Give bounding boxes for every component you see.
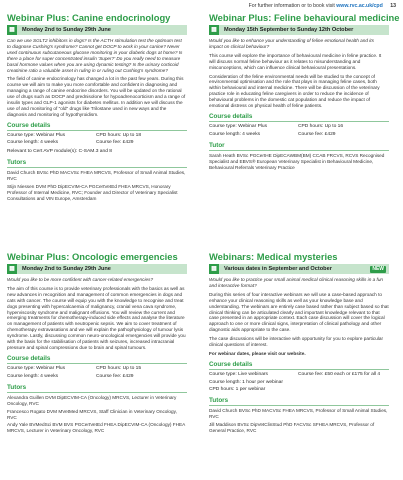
course-fee: Course fee: £429 [298, 131, 336, 137]
calendar-icon: ▦ [209, 25, 219, 35]
course-details [7, 366, 187, 380]
tutor-entry: Sarah Heath BVSc PGCertHE DipECAWBM(BM) CCAB FRCVS, RCVS Recognised Specialist and EBVS® European Veterinary Specialist in Behavioural Medicine, Behavioural Referrals Veterinary Practice [209, 152, 385, 170]
course-date: Monday 15th September to Sunday 12th October [224, 27, 354, 33]
cpd-hours: CPD hours: Up to 15 [96, 365, 142, 371]
intro-text: Would you like to enhance your understanding of feline emotional health and its impact on clinical behaviour? [209, 38, 374, 49]
tutor-entry: David Church BVSc PhD MACVSc FHEA MRCVS, Professor of Small Animal Studies, RVC [7, 169, 186, 181]
date-bar [7, 25, 187, 35]
calendar-icon: ▦ [7, 264, 17, 274]
dates-note: For webinar dates, please visit our website. [209, 350, 306, 356]
course-type: Course type: Webinar Plus [7, 365, 66, 371]
course-length: Course length: 4 weeks [7, 373, 59, 379]
intro-text: Would you like to practice your small animal medical clinical reasoning skills in a fun and interactive format? [209, 277, 384, 288]
course-length: Course length: 4 weeks [7, 140, 59, 146]
course-fee: Course fee: £429 [96, 373, 134, 379]
header-text: For further information or to book visit [248, 3, 335, 9]
course-details-heading: Course details [7, 122, 187, 131]
description-text: This course will explore the importance of behavioural medicine in feline practice. It will discuss normal feline behaviour as it relates to misunderstanding and misconceptions, which can influence clinical behavioural presentations. [209, 52, 382, 70]
course-date: Various dates in September and October [224, 266, 332, 272]
course-type: Course type: Webinar Plus [7, 132, 66, 138]
tutor-entry: Francesco Rogato DVM MVetMed MRCVS, Staff Clinician in Veterinary Oncology, RVC [7, 408, 177, 420]
section-title: Webinar Plus: Feline behavioural medicine [209, 12, 400, 23]
course-length: Course length: 4 weeks [209, 131, 261, 137]
new-badge: NEW [372, 265, 384, 272]
tutors-heading: Tutors [7, 159, 187, 168]
calendar-icon: ▦ [209, 264, 219, 274]
intro-text: Can we use SGLT2 inhibitors in dogs? Is the ACTH stimulation test the optimum test to diagnose Cushing's syndrome? Cannot get DOCP to work in your canine? Never used continuous subcutaneous glucose monitoring in your diabetic dogs at home? Is there a place for super concentrated insulin 'Super?' Do you really need to measure basal hormone values when you are using dynamic testing? Is the urinary corticoid creatinine ratio a valuable asset in ruling in or ruling out Cushing's syndrome? [7, 38, 183, 73]
cpd-hours: CPD hours: Up to 16 [298, 123, 344, 129]
section-title: Webinars: Medical mysteries [209, 251, 338, 262]
date-bar [209, 25, 389, 35]
description-text: The field of canine endocrinology has changed a lot in the past few years. During this course we will aim to make you more comfortable and confident in diagnosing and managing a range of canine endocrine disorders. You will be updated on the rational use of drugs such as DOCP and prednisolone for hypoadrenocorticism and a range of insulin types and GLP-1 agonists for diabetes mellitus. In addition we will discuss the use of and monitoring of "old" drugs like Trilostane used in new ways and the diagnosis and monitoring of hypothyroidism. [7, 76, 186, 117]
tutor-entry: Alexandra Guillen DVM DipECVIM-CA (Oncology) MRCVS, Lecturer in Veterinary Oncology, RVC [7, 394, 177, 406]
course-length: Course length: 1 hour per webinar [209, 379, 283, 385]
course-details [209, 372, 389, 394]
course-details [7, 133, 187, 147]
tutor-entry: Andy Yale BVMedSci BVM BVS PGCertVetEd FHEA DipECVIM-CA (Oncology) FHEA MRCVS, Lecturer in Veterinary Oncology, RVC [7, 422, 186, 434]
tutors-heading: Tutors [209, 397, 389, 406]
page-number: 13 [390, 3, 396, 9]
course-details-heading: Course details [209, 113, 389, 122]
cpd-hours: CPD hours: Up to 18 [96, 132, 142, 138]
intro-text: Would you like to be more confident with cancer-related emergencies? [7, 277, 154, 282]
relevant-modules: Relevant to Cert AVP module(s): C-SAM.3 and 8 [7, 148, 113, 154]
course-fee: Course fee: £429 [96, 140, 134, 146]
tutor-heading: Tutor [209, 142, 389, 151]
description-text: Consideration of the feline environmental needs will be studied to the concept of environmental optimisation and the role that plays in managing feline cases, both within behavioural and internal medicine. There will be discussion of the veterinary practice role in educating feline caregivers in order to reduce the incidence of behavioural problems in the domestic cat population and reduce the impact of emotional distress on physical health of feline patients. [209, 73, 380, 109]
tutor-entry: David Church BVSc PhD MACVSc FHEA MRCVS, Professor of Small Animal Studies, RVC [209, 408, 388, 420]
section-title: Webinar Plus: Oncologic emergencies [7, 251, 178, 262]
course-details [209, 124, 389, 138]
date-bar [7, 264, 187, 274]
canine-endocrinology-section [7, 12, 187, 201]
website-link[interactable]: www.rvc.ac.uk/cpd [336, 3, 383, 9]
page-header [249, 3, 396, 9]
course-fee: Course fee: £50 each or £175 for all 4 [298, 371, 381, 377]
course-date: Monday 2nd to Sunday 29th June [22, 266, 111, 272]
description-text: During this series of four interactive webinars we will use a case-based approach to enhance your clinical reasoning skills as well as your knowledge base and understanding. The webinars are entirely case based rather than subject based so that clinical thinking can be articulated clearly and important knowledge relevant to that case presented in an appropriate context. Each case discussion will cover the logical approach to one or more clinical signs, interpretation of clinical pathology and other diagnostic aids appropriate to the case. [209, 291, 389, 333]
course-date: Monday 2nd to Sunday 29th June [22, 27, 111, 33]
course-details-heading: Course details [209, 361, 389, 370]
cpd-hours: CPD hours: 1 per webinar [209, 387, 266, 393]
feline-behaviour-section [209, 12, 400, 171]
medical-mysteries-section [209, 251, 389, 434]
description-text: The case discussions will be interactive with opportunity for you to explore particular clinical questions of interest. [209, 336, 384, 348]
course-type: Course type: Webinar Plus [209, 123, 268, 129]
date-bar [209, 264, 389, 274]
tutors-heading: Tutors [7, 384, 187, 393]
course-details-heading: Course details [7, 355, 187, 364]
section-title: Webinar Plus: Canine endocrinology [7, 12, 171, 23]
oncologic-emergencies-section [7, 251, 187, 434]
tutor-entry: Jill Maddison BVSc DipVetClinStud PhD FACVSc SFHEA MRCVS, Professor of General Practice, RVC [209, 422, 375, 434]
description-text: The aim of this course is to provide veterinary professionals with the basics as well as new advances in recognition and management of common emergencies in dogs and cats with cancer. The course will equip you with the knowledge to recognise and treat dogs presenting with hypercalcaemia of malignancy, cranial vena cava syndrome, hyperviscosity syndrome and malignant effusions. You will review the current and emerging treatments for chemotherapy-induced side effects and analyse the literature on management of patients with neutropenic sepsis. We aim to cover treatment of chemotherapy extravasations and we will explain the pathophysiology of tumour lysis syndrome. Lastly, discussing common neuro-oncological emergencies will provide you with the basis for the stabilisation of patients with seizures, increased intracranial pressure and spinal compressions due to brain and spinal tumours. [7, 285, 186, 350]
tutor-entry: Stijn Niessen DVM PhD DipECVIM-CA PGCertVetEd FHEA MRCVS, Honorary Professor of Internal Medicine, RVC; Founder and Director of Veterinary Specialist Consultations and VIN Europe, Amsterdam [7, 183, 178, 201]
calendar-icon: ▦ [7, 25, 17, 35]
course-type: Course type: Live webinars [209, 371, 268, 377]
